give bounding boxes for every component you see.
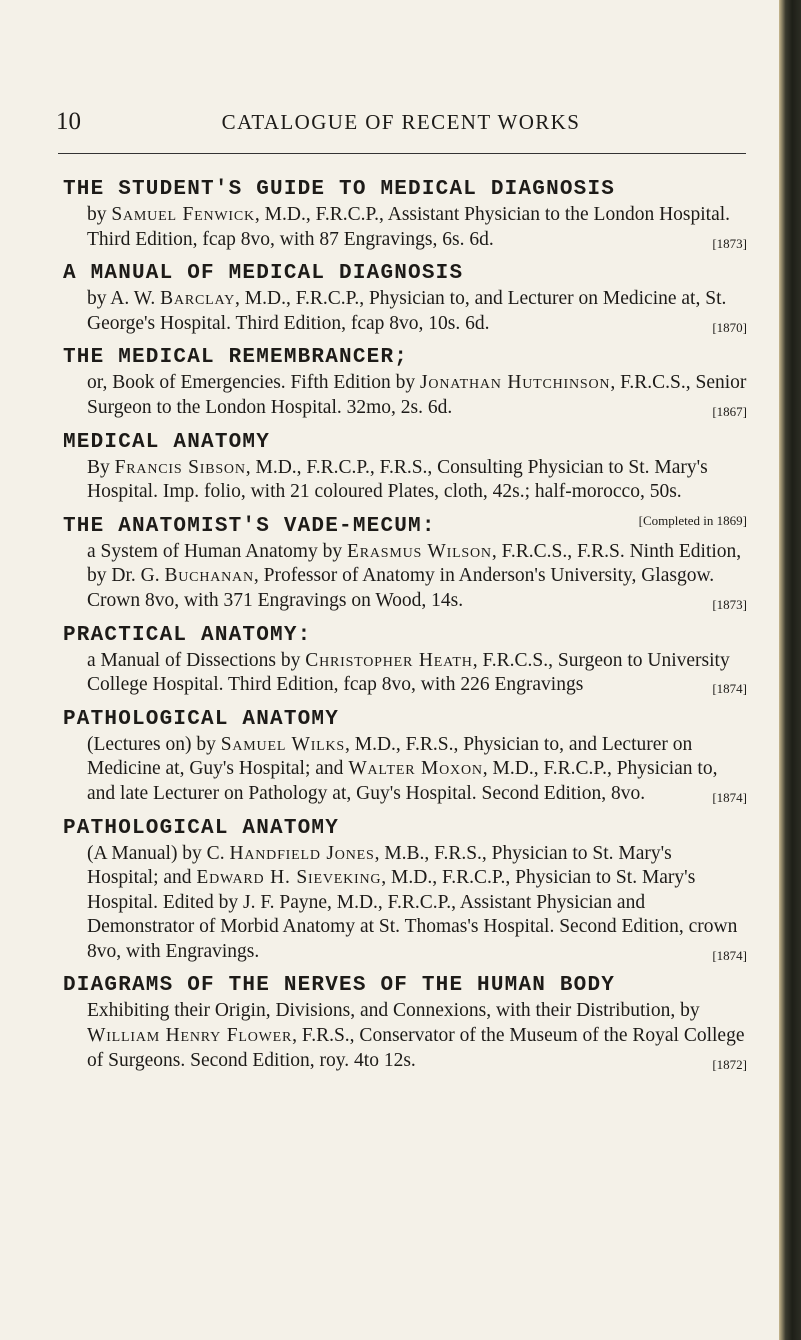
- catalogue-entries: [63, 176, 753, 1081]
- publication-date: [1872]: [712, 1056, 747, 1072]
- catalogue-entry: [63, 815, 753, 965]
- publication-date: [1873]: [712, 235, 747, 251]
- catalogue-entry: [63, 260, 753, 336]
- entry-description: Exhibiting their Origin, Divisions, and Connexions, with their Distribution, by William Henry Flower, F.R.S., Conservator of the Museum of the Royal College of Surgeons. Second Edition, roy. 4to 12s. [1872]: [63, 999, 753, 1073]
- author-name: Jonathan Hutchinson: [420, 372, 611, 394]
- entry-title: PRACTICAL ANATOMY:: [63, 623, 312, 647]
- author-name: Handfield Jones: [229, 842, 375, 864]
- entry-title: THE MEDICAL REMEMBRANCER;: [63, 346, 409, 370]
- publication-date: [1874]: [712, 681, 747, 697]
- catalogue-entry: [63, 344, 753, 420]
- entry-description: by A. W. Barclay, M.D., F.R.C.P., Physician to, and Lecturer on Medicine at, St. George's Hospital. Third Edition, fcap 8vo, 10s. 6d. [1870]: [63, 287, 753, 336]
- entry-description: a Manual of Dissections by Christopher Heath, F.R.C.S., Surgeon to University College Hospital. Third Edition, fcap 8vo, with 226 Engravings [1874]: [63, 649, 753, 698]
- entry-title: A MANUAL OF MEDICAL DIAGNOSIS: [63, 262, 464, 286]
- entry-description: (Lectures on) by Samuel Wilks, M.D., F.R.S., Physician to, and Lecturer on Medicine at, Guy's Hospital; and Walter Moxon, M.D., F.R.C.P., Physician to, and late Lecturer on Pathology at, Guy's Hospital. Second Edition, 8vo. [1874]: [63, 733, 753, 807]
- catalogue-entry: [63, 622, 753, 698]
- entry-title: MEDICAL ANATOMY: [63, 430, 271, 454]
- entry-description: or, Book of Emergencies. Fifth Edition by Jonathan Hutchinson, F.R.C.S., Senior Surgeon to the London Hospital. 32mo, 2s. 6d. [1867]: [63, 371, 753, 420]
- author-name: Samuel Wilks: [220, 733, 346, 755]
- author-name: Buchanan: [164, 565, 254, 587]
- author-name: Walter Moxon: [348, 758, 483, 780]
- entry-description: (A Manual) by C. Handfield Jones, M.B., F.R.S., Physician to St. Mary's Hospital; and Edward H. Sieveking, M.D., F.R.C.P., Physician to St. Mary's Hospital. Edited by J. F. Payne, M.D., F.R.C.P., Assistant Physician and Demonstrator of Morbid Anatomy at St. Thomas's Hospital. Second Edition, crown 8vo, with Engravings. [1874]: [63, 842, 753, 965]
- page-number: 10: [56, 108, 81, 135]
- entry-title: DIAGRAMS OF THE NERVES OF THE HUMAN BODY: [63, 974, 616, 998]
- publication-date: [1867]: [712, 403, 747, 419]
- entry-description: a System of Human Anatomy by Erasmus Wilson, F.R.C.S., F.R.S. Ninth Edition, by Dr. G. Buchanan, Professor of Anatomy in Anderson's University, Glasgow. Crown 8vo, with 371 Engravings on Wood, 14s. [1873]: [63, 540, 753, 614]
- entry-description: by Samuel Fenwick, M.D., F.R.C.P., Assistant Physician to the London Hospital. Third Edition, fcap 8vo, with 87 Engravings, 6s. 6d. [1873]: [63, 203, 753, 252]
- catalogue-entry: [63, 176, 753, 252]
- entry-description: By Francis Sibson, M.D., F.R.C.P., F.R.S., Consulting Physician to St. Mary's Hospital. Imp. folio, with 21 coloured Plates, cloth, 42s.; half-morocco, 50s. [Completed in 1869]: [63, 456, 753, 505]
- author-name: Francis Sibson: [114, 456, 246, 478]
- running-title: CATALOGUE OF RECENT WORKS: [221, 110, 581, 134]
- entry-title: PATHOLOGICAL ANATOMY: [63, 816, 340, 840]
- entry-title: THE STUDENT'S GUIDE TO MEDICAL DIAGNOSIS: [63, 178, 616, 201]
- author-name: Samuel Fenwick: [111, 204, 255, 225]
- publication-date: [Completed in 1869]: [638, 512, 747, 528]
- header-rule: [58, 153, 746, 154]
- publication-date: [1870]: [712, 319, 747, 335]
- publication-date: [1873]: [712, 596, 747, 612]
- entry-title: PATHOLOGICAL ANATOMY: [63, 707, 340, 731]
- author-name: William Henry Flower: [87, 1025, 293, 1047]
- publication-date: [1874]: [712, 789, 747, 805]
- author-name: Edward H. Sieveking: [196, 867, 382, 889]
- author-name: Barclay: [160, 288, 236, 310]
- catalogue-entry: [63, 972, 753, 1073]
- page-edge-shadow: [779, 0, 801, 1340]
- catalogue-entry: [63, 706, 753, 807]
- author-name: Erasmus Wilson: [346, 540, 492, 562]
- page-header: [56, 108, 746, 138]
- publication-date: [1874]: [712, 947, 747, 963]
- author-name: Christopher Heath: [305, 649, 473, 671]
- entry-title: THE ANATOMIST'S VADE-MECUM:: [63, 514, 436, 538]
